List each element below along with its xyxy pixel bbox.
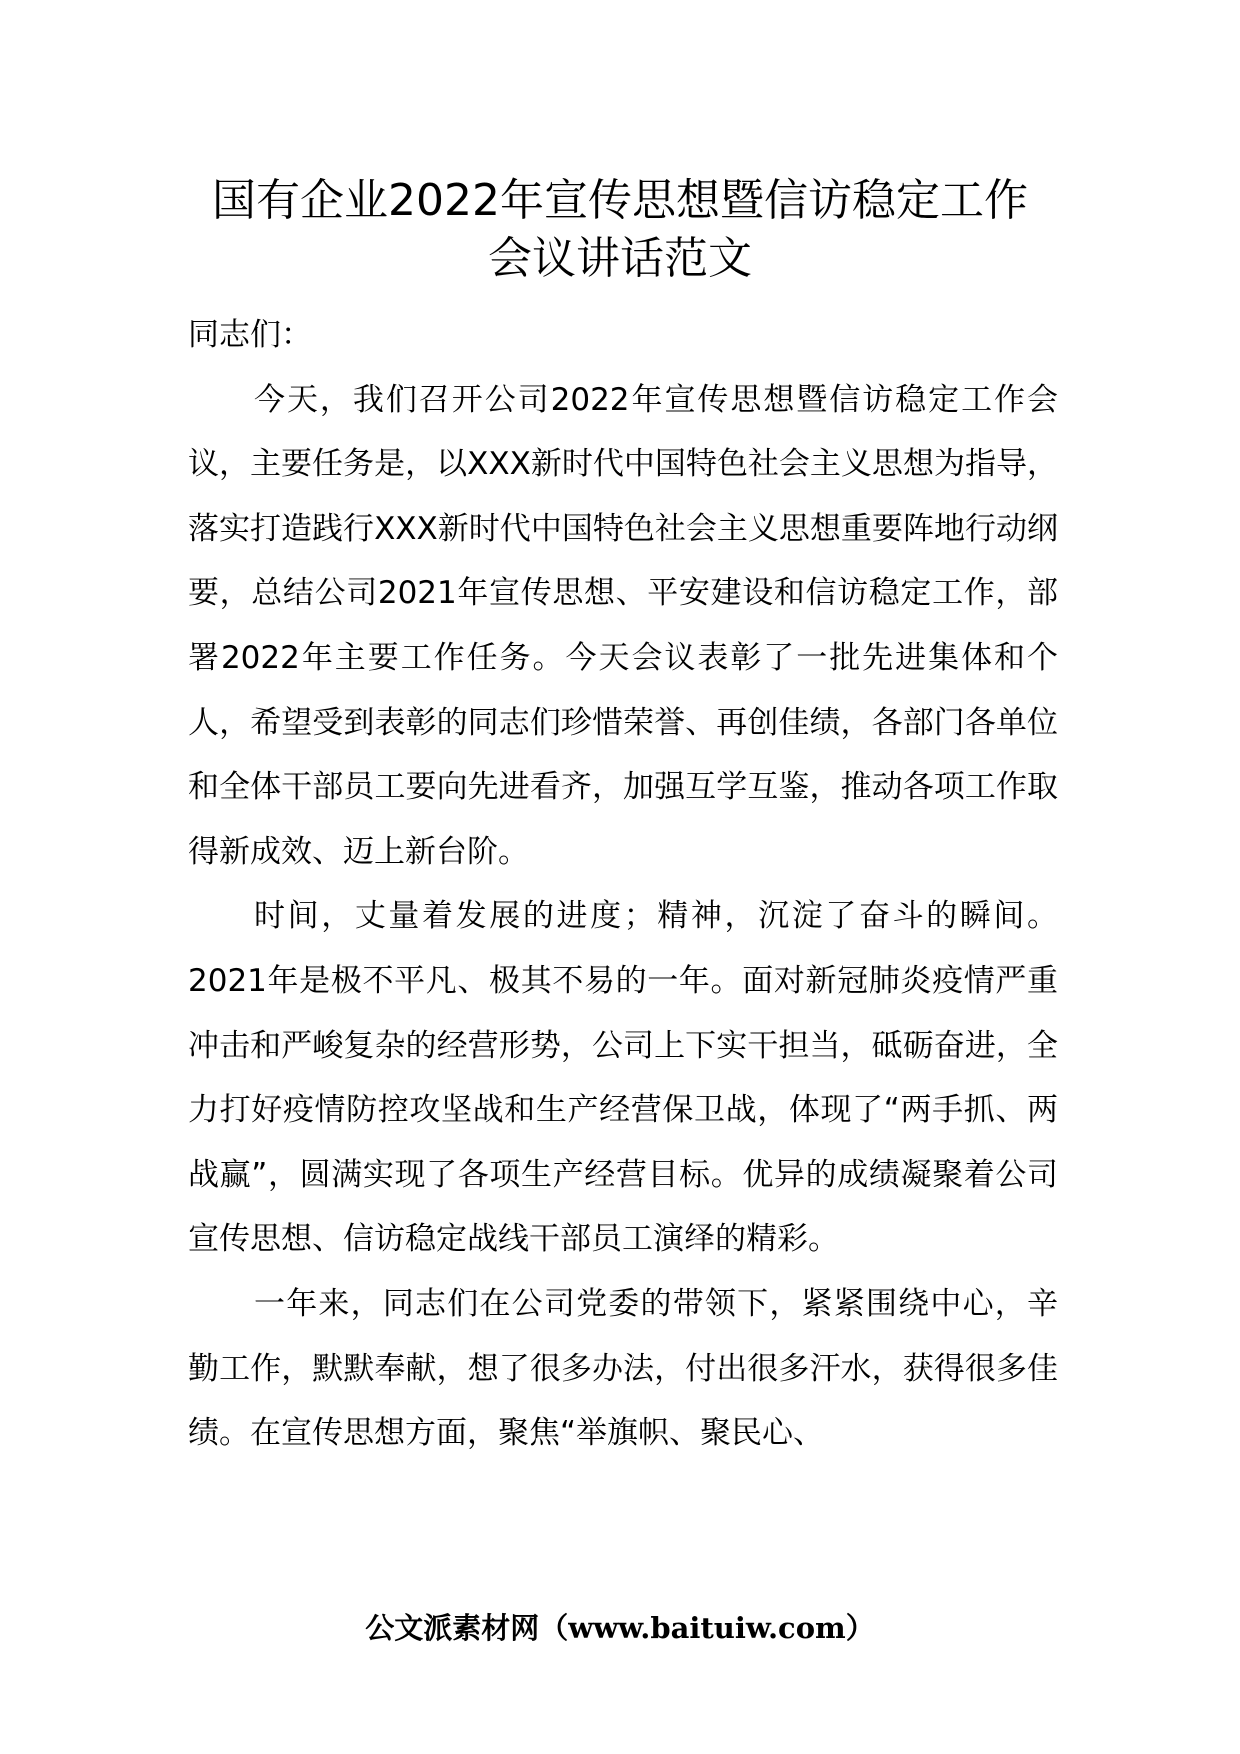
paragraph-3: 一年来，同志们在公司党委的带领下，紧紧围绕中心，辛勤工作，默默奉献，想了很多办法，付出很多汗水，获得很多佳绩。在宣传思想方面，聚焦“举旗帜、聚民心、 [188,1285,1058,1452]
document-title [150,172,1090,288]
footer-source: 公文派素材网（www.baituiw.com） [365,1611,875,1645]
document-body [188,303,1058,1466]
paragraph-2: 时间，丈量着发展的进度；精神，沉淀了奋斗的瞬间。2021年是极不平凡、极其不易的一年。面对新冠肺炎疫情严重冲击和严峻复杂的经营形势，公司上下实干担当，砥砺奋进，全力打好疫情防控攻坚战和生产经营保卫战，体现了“两手抓、两战赢”，圆满实现了各项生产经营目标。优异的成绩凝聚着公司宣传思想、信访稳定战线干部员工演绎的精彩。 [188,898,1058,1258]
salutation: 同志们： [188,317,312,353]
title-line-1: 国有企业2022年宣传思想暨信访稳定工作 [212,175,1028,226]
paragraph-1: 今天，我们召开公司2022年宣传思想暨信访稳定工作会议，主要任务是，以XXX新时代中国特色社会主义思想为指导，落实打造践行XXX新时代中国特色社会主义思想重要阵地行动纲要，总结公司2021年宣传思想、平安建设和信访稳定工作，部署2022年主要工作任务。今天会议表彰了一批先进集体和个人，希望受到表彰的同志们珍惜荣誉、再创佳绩，各部门各单位和全体干部员工要向先进看齐，加强互学互鉴，推动各项工作取得新成效、迈上新台阶。 [188,381,1058,870]
title-line-2: 会议讲话范文 [488,233,752,284]
